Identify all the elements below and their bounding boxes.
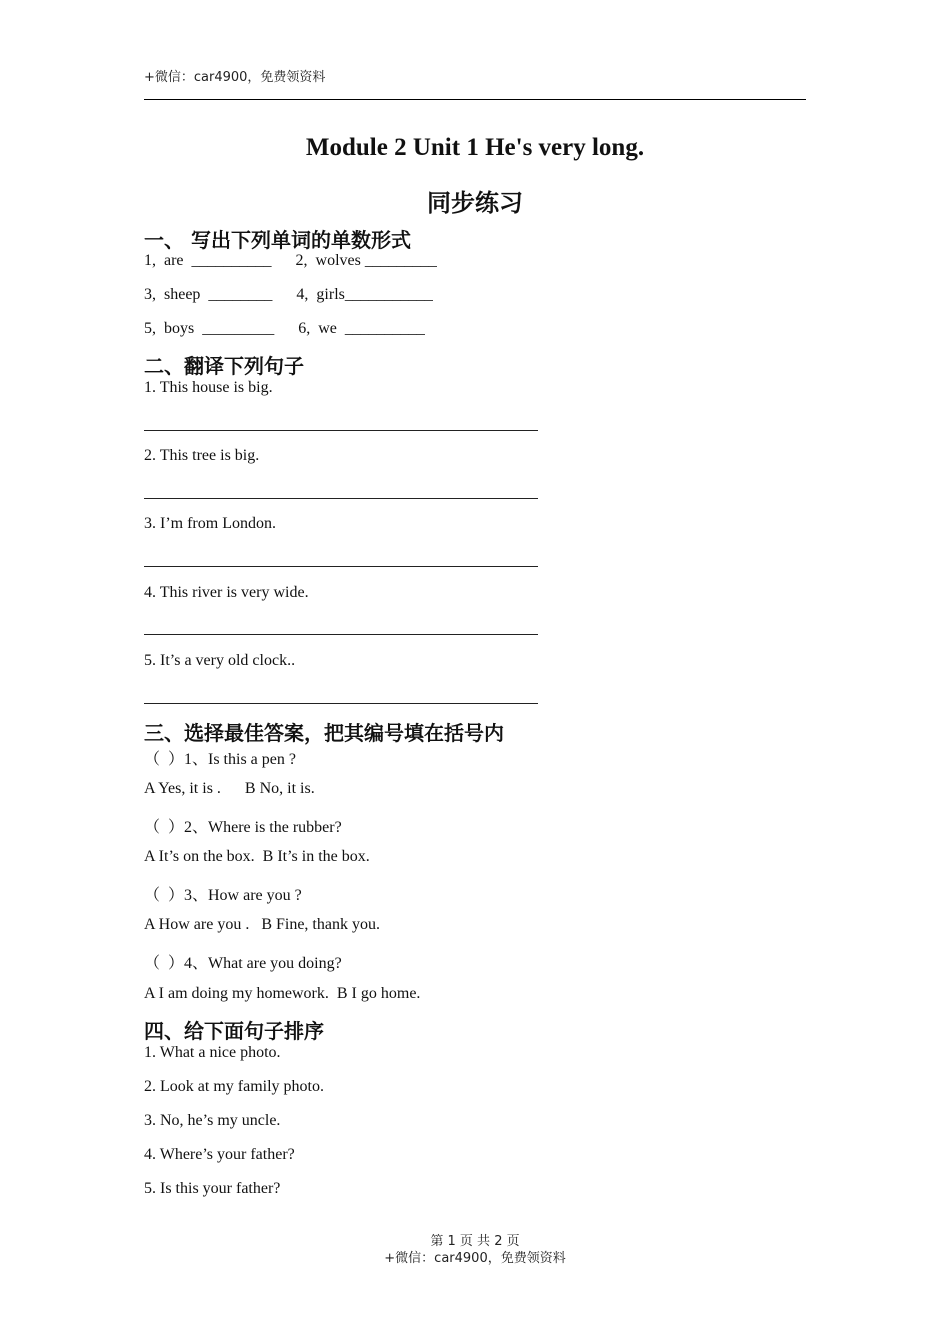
answer-line	[144, 430, 538, 431]
order-item: 1. What a nice photo.	[144, 1044, 281, 1061]
page-subtitle: 同步练习	[427, 189, 523, 217]
translation-item: 5. It’s a very old clock..	[144, 652, 296, 669]
choice-question: （ ）1、Is this a pen ?	[144, 751, 296, 768]
section-2-heading: 二、翻译下列句子	[144, 354, 304, 378]
order-item: 5. Is this your father?	[144, 1180, 281, 1197]
order-item: 2. Look at my family photo.	[144, 1078, 324, 1095]
choice-question: （ ）4、What are you doing?	[144, 955, 342, 972]
translation-item: 2. This tree is big.	[144, 447, 260, 464]
section-1-row: 5, boys _________ 6, we __________	[144, 320, 425, 337]
page-number: 第 1 页 共 2 页	[430, 1234, 520, 1249]
choice-question: （ ）2、Where is the rubber?	[144, 819, 342, 836]
section-1-row: 1, are __________ 2, wolves _________	[144, 252, 437, 269]
order-item: 4. Where’s your father?	[144, 1146, 295, 1163]
answer-line	[144, 566, 538, 567]
choice-options: A How are you . B Fine, thank you.	[144, 916, 380, 933]
page-title: Module 2 Unit 1 He's very long.	[305, 134, 645, 161]
translation-item: 3. I’m from London.	[144, 515, 276, 532]
section-1-row: 3, sheep ________ 4, girls___________	[144, 286, 433, 303]
header-text: +微信：car4900，免费领资料	[144, 70, 326, 85]
footer-text: +微信：car4900，免费领资料	[384, 1251, 566, 1266]
choice-question: （ ）3、How are you ?	[144, 887, 302, 904]
section-1-heading: 一、 写出下列单词的单数形式	[144, 228, 411, 252]
translation-item: 1. This house is big.	[144, 379, 273, 396]
order-item: 3. No, he’s my uncle.	[144, 1112, 281, 1129]
section-4-heading: 四、给下面句子排序	[144, 1019, 324, 1043]
section-3-heading: 三、选择最佳答案，把其编号填在括号内	[144, 721, 504, 745]
answer-line	[144, 498, 538, 499]
answer-line	[144, 703, 538, 704]
choice-options: A I am doing my homework. B I go home.	[144, 985, 421, 1002]
choice-options: A Yes, it is . B No, it is.	[144, 780, 315, 797]
translation-item: 4. This river is very wide.	[144, 584, 309, 601]
answer-line	[144, 634, 538, 635]
header-divider	[144, 99, 806, 100]
choice-options: A It’s on the box. B It’s in the box.	[144, 848, 370, 865]
